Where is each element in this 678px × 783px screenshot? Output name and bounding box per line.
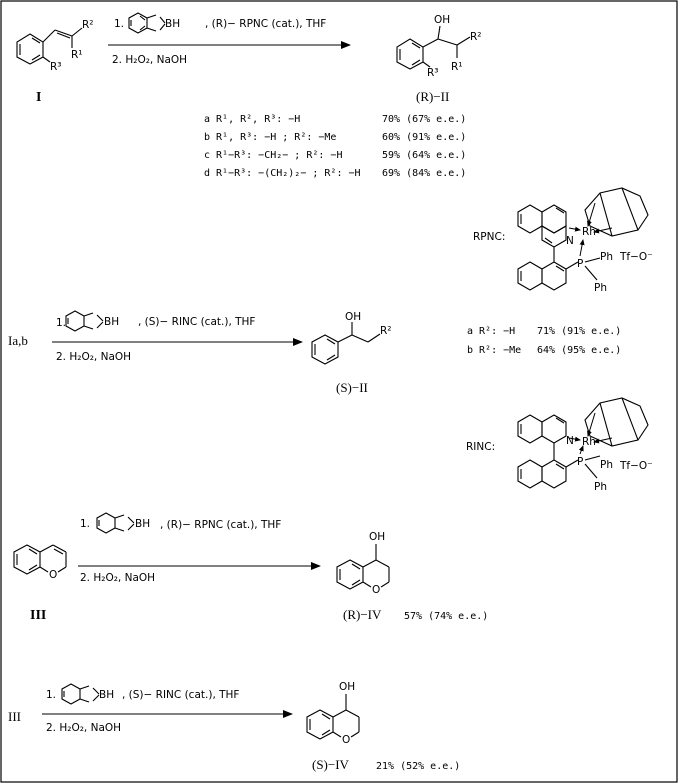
row-b-substituents: b R¹, R³: −H ; R²: −Me bbox=[204, 132, 337, 143]
product-substituent-r1: R¹ bbox=[451, 61, 463, 73]
catalyst-rinc: , (S)− RINC (cat.), THF bbox=[138, 316, 256, 328]
rinc-rhodium: Rh bbox=[582, 436, 596, 448]
catecholborane-structure bbox=[62, 684, 99, 704]
substrate-III-structure bbox=[14, 545, 66, 574]
catalyst-rinc: , (S)− RINC (cat.), THF bbox=[122, 689, 240, 701]
hydroxyl-label: OH bbox=[345, 311, 362, 323]
catecholborane-structure bbox=[97, 513, 134, 533]
substituent-r3: R³ bbox=[50, 61, 62, 73]
hydroxyl-label: OH bbox=[339, 681, 356, 693]
product-substituent-r3: R³ bbox=[427, 67, 439, 79]
row-d-substituents: d R¹−R³: −(CH₂)₂− ; R²: −H bbox=[204, 168, 361, 179]
rpnc-phenyl-1: Ph bbox=[600, 251, 613, 263]
rpnc-phenyl-2: Ph bbox=[594, 282, 607, 294]
reaction-1 bbox=[17, 13, 482, 179]
results-table-2 bbox=[467, 326, 621, 356]
row-d-yield: 69% (84% e.e.) bbox=[382, 168, 467, 179]
step-2-oxidation: 2. H₂O₂, NaOH bbox=[112, 54, 188, 66]
rinc-counterion: Tf−O⁻ bbox=[620, 460, 653, 472]
results-table-1 bbox=[204, 114, 466, 179]
catecholborane-structure bbox=[66, 311, 103, 331]
yield-R-IV: 57% (74% e.e.) bbox=[404, 611, 489, 622]
compound-label-III: III bbox=[30, 608, 47, 623]
rinc-label: RINC: bbox=[466, 441, 496, 453]
step-1-number: 1. bbox=[80, 518, 91, 530]
reaction-3 bbox=[14, 513, 488, 623]
row-a-substituents: a R²: −H bbox=[467, 326, 516, 337]
hydroxyl-label: OH bbox=[434, 14, 451, 26]
product-ring-oxygen-label: O bbox=[342, 734, 351, 746]
substituent-r2: R² bbox=[82, 19, 94, 31]
bh-label: BH bbox=[104, 316, 120, 328]
compound-label-R-IV: (R)−IV bbox=[343, 607, 382, 622]
compound-label-S-II: (S)−II bbox=[336, 380, 368, 395]
row-c-yield: 59% (64% e.e.) bbox=[382, 150, 467, 161]
product-S-II-structure bbox=[312, 322, 380, 364]
rinc-catalyst bbox=[466, 398, 653, 493]
rpnc-catalyst bbox=[473, 188, 653, 294]
rpnc-rhodium: Rh bbox=[582, 226, 596, 238]
step-2-oxidation: 2. H₂O₂, NaOH bbox=[56, 351, 132, 363]
rpnc-counterion: Tf−O⁻ bbox=[620, 251, 653, 263]
substrate-III-label: III bbox=[8, 709, 21, 724]
rinc-phenyl-2: Ph bbox=[594, 481, 607, 493]
row-a-yield: 71% (91% e.e.) bbox=[537, 326, 622, 337]
rpnc-structure bbox=[518, 188, 648, 290]
rpnc-phosphorus: P bbox=[577, 258, 584, 270]
product-substituent-r2: R² bbox=[470, 31, 482, 43]
rinc-phosphorus: P bbox=[577, 456, 584, 468]
row-a-substituents: a R¹, R², R³: −H bbox=[204, 114, 301, 125]
substituent-r1: R¹ bbox=[71, 49, 83, 61]
reaction-2 bbox=[8, 311, 621, 395]
product-substituent-r2: R² bbox=[380, 325, 392, 337]
rpnc-nitrogen: N bbox=[566, 235, 574, 247]
step-1-number: 1. bbox=[114, 18, 125, 30]
rinc-nitrogen: N bbox=[566, 435, 574, 447]
catalyst-rpnc: , (R)− RPNC (cat.), THF bbox=[160, 519, 282, 531]
reaction-4 bbox=[8, 681, 460, 772]
catecholborane-structure bbox=[129, 13, 165, 33]
ring-oxygen-label: O bbox=[49, 569, 58, 581]
row-c-substituents: c R¹−R³: −CH₂− ; R²: −H bbox=[204, 150, 343, 161]
catalyst-rpnc: , (R)− RPNC (cat.), THF bbox=[205, 18, 327, 30]
row-b-yield: 64% (95% e.e.) bbox=[537, 345, 622, 356]
row-a-yield: 70% (67% e.e.) bbox=[382, 114, 467, 125]
yield-S-IV: 21% (52% e.e.) bbox=[376, 761, 461, 772]
bh-label: BH bbox=[99, 689, 115, 701]
rinc-phenyl-1: Ph bbox=[600, 459, 613, 471]
row-b-substituents: b R²: −Me bbox=[467, 345, 522, 356]
compound-label-S-IV: (S)−IV bbox=[312, 757, 349, 772]
bh-label: BH bbox=[135, 518, 151, 530]
product-R-IV-structure bbox=[337, 544, 389, 589]
substrate-Ia-b-label: Ia,b bbox=[8, 333, 28, 348]
step-2-oxidation: 2. H₂O₂, NaOH bbox=[46, 722, 122, 734]
step-1-number: 1. bbox=[56, 317, 67, 329]
rpnc-label: RPNC: bbox=[473, 231, 506, 243]
step-2-oxidation: 2. H₂O₂, NaOH bbox=[80, 572, 156, 584]
compound-label-I: I bbox=[36, 90, 42, 105]
row-b-yield: 60% (91% e.e.) bbox=[382, 132, 467, 143]
hydroxyl-label: OH bbox=[369, 531, 386, 543]
step-1-number: 1. bbox=[46, 689, 57, 701]
product-ring-oxygen-label: O bbox=[372, 584, 381, 596]
compound-label-R-II: (R)−II bbox=[416, 89, 450, 104]
bh-label: BH bbox=[165, 18, 181, 30]
product-S-IV-structure bbox=[307, 694, 359, 739]
